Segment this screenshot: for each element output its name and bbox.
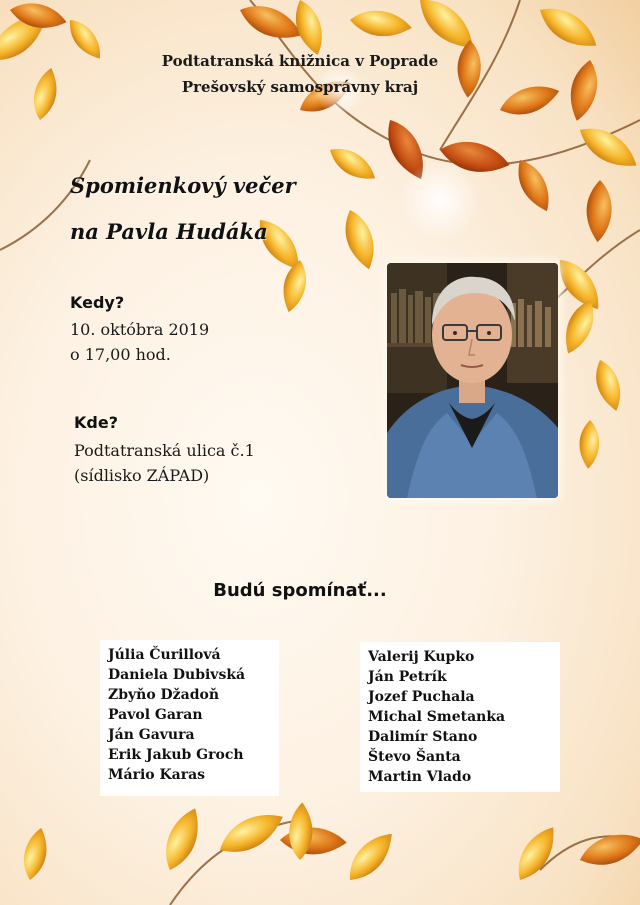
list-item: Zbyňo Džadoň [108, 687, 220, 703]
event-time: o 17,00 hod. [70, 345, 171, 364]
list-item: Pavol Garan [108, 707, 203, 723]
list-item: Daniela Dubivská [108, 667, 246, 683]
list-item: Števo Šanta [368, 749, 461, 765]
event-title-line1: Spomienkový večer [70, 173, 296, 198]
list-item: Dalimír Stano [368, 729, 478, 745]
event-title-line2: na Pavla Hudáka [70, 219, 268, 244]
list-item: Júlia Čurillová [108, 647, 221, 663]
portrait-photo [387, 263, 558, 498]
when-label: Kedy? [70, 293, 125, 312]
list-item: Michal Smetanka [368, 709, 506, 725]
names-list-left [100, 640, 279, 796]
list-item: Mário Karas [108, 767, 206, 783]
where-label: Kde? [74, 413, 118, 432]
names-list-right [360, 642, 560, 792]
list-item: Valerij Kupko [368, 649, 475, 665]
list-item: Martin Vlado [368, 769, 472, 785]
list-item: Jozef Puchala [368, 689, 475, 705]
event-date: 10. októbra 2019 [70, 320, 210, 339]
region-name: Prešovský samosprávny kraj [181, 78, 419, 96]
list-item: Erik Jakub Groch [108, 747, 244, 763]
list-item: Ján Gavura [108, 727, 195, 743]
list-item: Ján Petrík [368, 669, 447, 685]
organization-name: Podtatranská knižnica v Poprade [161, 52, 439, 70]
event-district: (sídlisko ZÁPAD) [74, 466, 210, 485]
event-address: Podtatranská ulica č.1 [74, 441, 255, 460]
remembering-heading: Budú spomínať... [213, 580, 387, 601]
